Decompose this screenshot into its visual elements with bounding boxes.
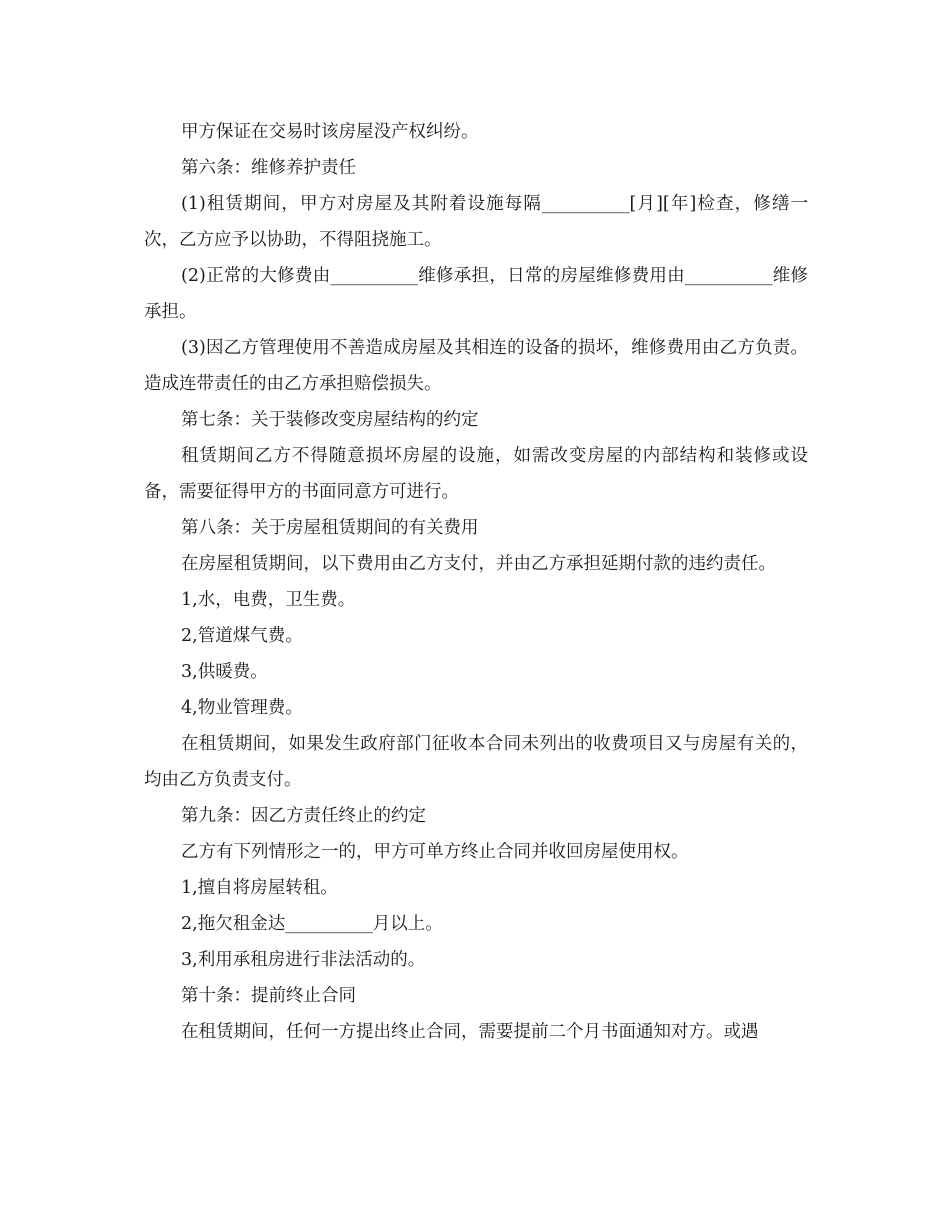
article-7-heading: 第七条：关于装修改变房屋结构的约定 [181,410,479,430]
article-8-heading: 第八条：关于房屋租赁期间的有关费用 [181,518,479,538]
article-9-item-3: 3,利用承租房进行非法活动的。 [181,950,426,970]
article-7-body: 租赁期间乙方不得随意损坏房屋的设施，如需改变房屋的内部结构和装修或设备，需要征得甲方的书面同意方可进行。 [144,446,808,502]
paragraph-ownership-guarantee: 甲方保证在交易时该房屋没产权纠纷。 [181,122,479,142]
article-6-clause-2: (2)正常的大修费由__________维修承担，日常的房屋维修费用由__________维修承担。 [144,266,808,322]
article-10-heading: 第十条：提前终止合同 [181,986,356,1006]
article-9-body: 乙方有下列情形之一的，甲方可单方终止合同并收回房屋使用权。 [181,842,689,862]
article-8-body: 在房屋租赁期间，以下费用由乙方支付，并由乙方承担延期付款的违约责任。 [181,554,776,574]
article-6-heading: 第六条：维修养护责任 [181,158,356,178]
article-9-heading: 第九条：因乙方责任终止的约定 [181,806,426,826]
article-8-item-1: 1,水，电费，卫生费。 [181,590,356,610]
article-6-clause-1: (1)租赁期间，甲方对房屋及其附着设施每隔__________[月][年]检查，修缮一次，乙方应予以协助，不得阻挠施工。 [144,194,808,250]
article-8-item-3: 3,供暖费。 [181,662,268,682]
article-8-item-4: 4,物业管理费。 [181,698,303,718]
article-10-body: 在租赁期间，任何一方提出终止合同，需要提前二个月书面通知对方。或遇 [181,1022,759,1042]
article-6-clause-3: (3)因乙方管理使用不善造成房屋及其相连的设备的损坏，维修费用由乙方负责。造成连带责任的由乙方承担赔偿损失。 [144,338,808,394]
article-8-extra-fees: 在租赁期间，如果发生政府部门征收本合同未列出的收费项目又与房屋有关的，均由乙方负责支付。 [144,734,808,790]
article-8-item-2: 2,管道煤气费。 [181,626,303,646]
article-9-item-2: 2,拖欠租金达__________月以上。 [181,914,443,934]
document-body [144,114,808,1050]
article-9-item-1: 1,擅自将房屋转租。 [181,878,338,898]
